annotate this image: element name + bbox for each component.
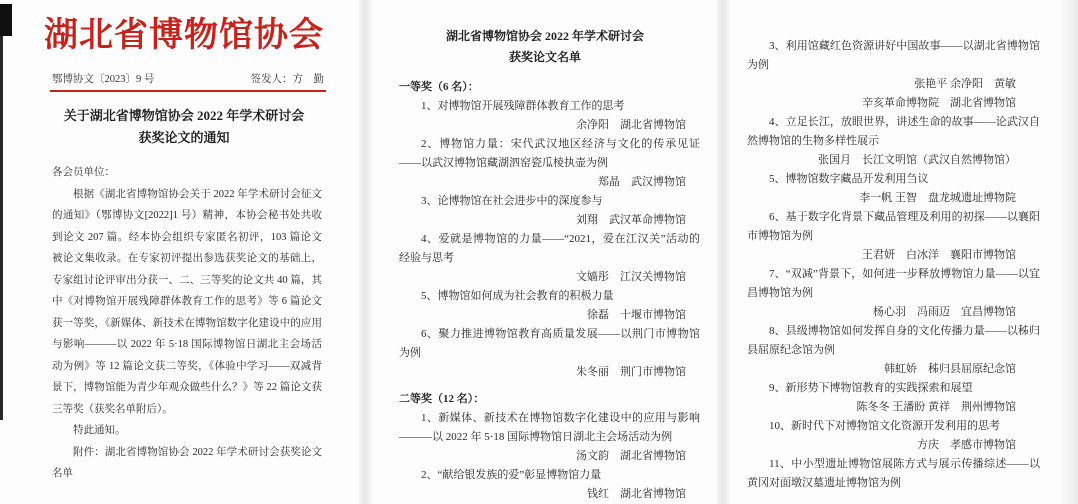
paper-authors: 张艳平 余净阳 黄敏 [914,78,1016,90]
paper-title: 10、新时代下对博物馆文化资源开发利用的思考 [769,420,1000,432]
list-title-line1: 湖北省博物馆协会 2022 年学术研讨会 [445,29,644,43]
paper-title: 9、新形势下博物馆教育的实践探索和展望 [769,382,973,394]
paper-title: 3、利用馆藏红色资源讲好中国故事——以湖北省博物馆为例 [747,40,1040,71]
paper-authors: 方庆 孝感市博物馆 [917,439,1016,451]
paper-title: 8、县级博物馆如何发挥自身的文化传播力量——以秭归县屈原纪念馆为例 [747,325,1040,356]
paper-authors: 文嫱彤 江汉关博物馆 [576,271,686,283]
award-list [399,78,700,504]
paper-title: 11、中小型遗址博物馆展陈方式与展示传播综述——以黄冈对面墩汉墓遗址博物馆为例 [747,458,1040,489]
paper-authors: 王君妍 白冰洋 襄阳市博物馆 [862,249,1016,261]
paper-title: 6、基于数字化背景下藏品管理及利用的初探——以襄阳市博物馆为例 [747,211,1040,242]
page-separator [359,0,372,504]
association-letterhead: 湖北省博物馆协会 [44,17,324,54]
paper-author-institutions: 辛亥革命博物院 湖北省博物馆 [862,97,1016,109]
notice-title-line1: 关于湖北省博物馆协会 2022 年学术研讨会 [63,108,305,123]
paper-authors: 刘翔 武汉革命博物馆 [576,214,686,226]
paper-title: 2、博物馆力量：宋代武汉地区经济与文化的传承见证——以武汉博物馆藏湖泗窑瓷瓜棱执壶为例 [399,138,700,169]
list-title [372,26,718,68]
paper-title: 3、论博物馆在社会进步中的深度参与 [421,195,603,207]
paper-authors: 徐磊 十堰市博物馆 [587,309,686,321]
paper-title: 7、“双减”背景下，如何进一步释放博物馆力量——以宜昌博物馆为例 [747,268,1040,299]
paper-authors: 朱冬丽 荆门市博物馆 [576,366,686,378]
paper-title: 5、博物馆数字藏品开发利用刍议 [769,173,929,185]
notice-title [8,105,360,149]
paper-title: 6、聚力推进博物馆教育高质量发展——以荆门市博物馆为例 [399,328,700,359]
paper-title: 4、爱就是博物馆的力量——“2021，爱在江汉关”活动的经验与思考 [399,233,700,264]
paper-authors: 杨心羽 冯雨迈 宜昌博物馆 [873,306,1016,318]
second-prize-heading: 二等奖（12 名）： [399,393,485,405]
scan-edge-line [0,36,3,420]
paper-title: 4、立足长江，放眼世界，讲述生命的故事——论武汉自然博物馆的生物多样性展示 [747,116,1040,147]
salutation: 各会员单位： [52,167,115,178]
notice-body [52,162,322,485]
issuer-name: 签发人：方 勤 [250,74,324,85]
paper-authors: 陈冬冬 王潘盼 黄祥 荆州博物馆 [856,401,1016,413]
award-list-page-1 [372,0,718,504]
paper-title: 1、新媒体、新技术在博物馆数字化建设中的应用与影响———以 2022 年 5·18 国际博物馆日湖北主会场活动为例 [399,412,700,443]
paper-title: 5、博物馆如何成为社会教育的积极力量 [421,290,614,302]
list-title-line2: 获奖论文名单 [508,50,581,64]
paper-authors: 余净阳 湖北省博物馆 [576,119,686,131]
notice-paragraph: 根据《湖北省博物馆协会关于 2022 年学术研讨会征文的通知》（鄂博协文[2022]1 号）精神，本协会秘书处共收到论文 207 篇。经本协会组织专家匿名初评，103 篇论文被论文集收录。在专家初评提出参选获奖论文的基础上，专家组讨论评审出分获一、二、三等奖的论文共 40 篇，其中《对博物馆开展残障群体教育工作的思考》等 6 篇论文获一等奖，《新媒体、新技术在博物馆数字化建设中的应用与影响———以 2022 年 5·18 国际博物馆日湖北主会场活动为例》等 12 篇论文获二等奖，《体验中学习——双减背景下，博物馆能为青少年观众做些什么？》等 22 篇论文获三等奖（获奖名单附后）。 [52,188,322,415]
page-separator [717,0,730,504]
award-list-continued [747,37,1040,493]
doc-number-row [52,71,324,86]
paper-title: 2、“献给银发族的爱”彰显博物馆力量 [421,469,602,481]
first-prize-heading: 一等奖（6 名）： [399,81,479,93]
paper-authors: 汤文韵 湖北省博物馆 [576,450,686,462]
paper-title: 1、对博物馆开展残障群体教育工作的思考 [421,100,625,112]
award-list-page-2 [731,0,1066,504]
attachment-note: 附件：湖北省博物馆协会 2022 年学术研讨会获奖论文名单 [52,446,322,479]
doc-number: 鄂博协文〔2023〕9 号 [52,74,155,85]
red-divider-rule [50,90,326,92]
paper-authors: 张国月 长江文明馆（武汉自然博物馆） [818,154,1016,166]
notice-closing: 特此通知。 [73,425,126,436]
paper-authors: 郑晶 武汉博物馆 [598,176,686,188]
notice-title-line2: 获奖论文的通知 [138,130,230,145]
paper-authors: 李一帆 王智 盘龙城遗址博物院 [859,192,1016,204]
paper-authors: 韩虹娇 秭归县屈原纪念馆 [884,363,1016,375]
notice-page [8,0,360,504]
paper-authors: 钱红 湖北省博物馆 [587,488,686,500]
